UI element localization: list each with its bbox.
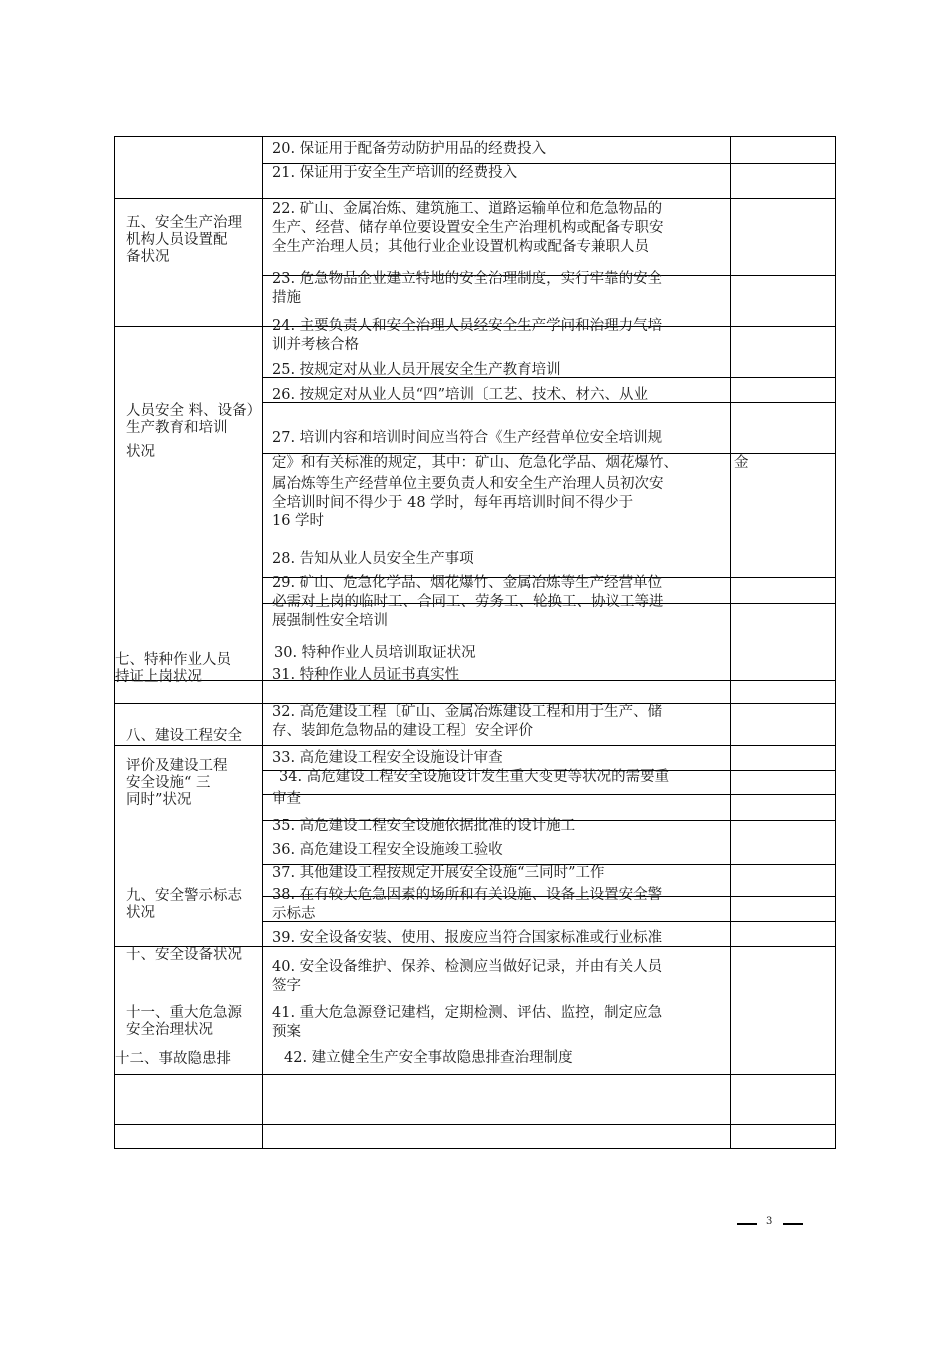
item-26: 26. 按规定对从业人员“四”培训〔工艺、技术、材六、从业: [272, 387, 648, 403]
category-line: 五、安全生产治理: [126, 215, 242, 231]
item-28: 28. 告知从业人员安全生产事项: [272, 551, 474, 567]
item-line: 存、装卸危急物品的建设工程〕安全评价: [272, 723, 533, 739]
category-line: 状况: [126, 444, 155, 460]
category-12: [115, 1051, 231, 1068]
item-30: 30. 特种作业人员培训取证状况: [274, 645, 476, 661]
item-41: [272, 1004, 662, 1042]
row-line: [114, 1074, 836, 1075]
table-column-divider-2: [730, 136, 731, 1149]
item-line: 审查: [272, 791, 301, 807]
item-line: 41. 重大危急源登记建档，定期检测、评估、监控，制定应急: [272, 1005, 663, 1021]
category-5: [126, 215, 242, 266]
item-line: 16 学时: [272, 513, 325, 529]
category-7: [115, 652, 231, 686]
item-line: 属冶炼等生产经营单位主要负责人和安全生产治理人员初次安: [272, 476, 664, 492]
item-line: 训并考核合格: [272, 337, 359, 353]
item-42: 42. 建立健全生产安全事故隐患排查治理制度: [284, 1050, 573, 1066]
item-line: 22. 矿山、金属冶炼、建筑施工、道路运输单位和危急物品的: [272, 201, 663, 217]
category-line: 八、建设工程安全: [126, 728, 242, 744]
item-33: 33. 高危建设工程安全设施设计审查: [272, 750, 503, 766]
page-number: 3: [766, 1216, 773, 1227]
category-line: 安全治理状况: [126, 1022, 213, 1038]
item-line: 措施: [272, 290, 301, 306]
category-10: [126, 947, 242, 964]
item-20: 20. 保证用于配备劳动防护用品的经费投入: [272, 141, 547, 157]
category-line: 十、安全设备状况: [126, 947, 242, 963]
category-11: [126, 1005, 242, 1039]
item-line: 全生产治理人员；其他行业企业设置机构或配备专兼职人员: [272, 239, 649, 255]
item-27-overflow: 金: [734, 455, 749, 471]
table-border-bottom: [114, 1148, 836, 1149]
category-line: 七、特种作业人员: [115, 652, 231, 668]
item-25: 25. 按规定对从业人员开展安全生产教育培训: [272, 362, 561, 378]
item-39: 39. 安全设备安装、使用、报废应当符合国家标准或行业标准: [272, 930, 663, 946]
item-37: 37. 其他建设工程按规定开展安全设施“三同时”工作: [272, 865, 605, 881]
category-line: 安全设施“ 三: [126, 775, 211, 791]
item-32: [272, 703, 662, 741]
category-8: [126, 728, 242, 809]
category-line: 备状况: [126, 249, 170, 265]
page-number-dash-right: [783, 1223, 803, 1225]
category-line: 同时”状况: [126, 792, 192, 808]
item-line: 32. 高危建设工程〔矿山、金属冶炼建设工程和用于生产、储: [272, 704, 663, 720]
item-31: 31. 特种作业人员证书真实性: [272, 667, 460, 683]
item-line: 23. 危急物品企业建立特地的安全治理制度，实行牢靠的安全: [272, 271, 663, 287]
category-line: 评价及建设工程: [126, 758, 228, 774]
category-6: [126, 403, 261, 461]
item-line: 27. 培训内容和培训时间应当符合《生产经营单位安全培训规: [272, 430, 663, 446]
item-line: 24. 主要负责人和安全治理人员经安全生产学问和治理力气培: [272, 318, 663, 334]
page-number-dash-left: [737, 1223, 757, 1225]
category-line: 人员安全 料、设备）: [126, 403, 262, 419]
item-36: 36. 高危建设工程安全设施竣工验收: [272, 842, 503, 858]
item-22: [272, 200, 664, 257]
category-line: 机构人员设置配: [126, 232, 228, 248]
item-21: 21. 保证用于安全生产培训的经费投入: [272, 165, 518, 181]
item-line: 签字: [272, 978, 301, 994]
item-35: 35. 高危建设工程安全设施依据批准的设计施工: [272, 818, 576, 834]
row-line: [114, 198, 836, 199]
table-border-left: [114, 136, 115, 1149]
table-border-right: [835, 136, 836, 1149]
item-line: 展强制性安全培训: [272, 613, 388, 629]
item-34: [272, 768, 669, 809]
item-line: 38. 在有较大危急因素的场所和有关设施、设备上设置安全警: [272, 887, 663, 903]
table-column-divider-1: [262, 136, 263, 1149]
row-line: [114, 1124, 836, 1125]
category-line: 持证上岗状况: [115, 669, 202, 685]
item-line: 34. 高危建设工程安全设施设计发生重大变更等状况的需要重: [279, 769, 670, 785]
item-line: 定》和有关标准的规定，其中：矿山、危急化学品、烟花爆竹、: [272, 455, 678, 471]
table-border-top: [114, 136, 836, 137]
item-40: [272, 958, 662, 996]
item-24: [272, 317, 662, 355]
item-line: 必需对上岗的临时工、合同工、劳务工、轮换工、协议工等进: [272, 594, 664, 610]
item-line: 示标志: [272, 906, 316, 922]
item-line: 全培训时间不得少于 48 学时，每年再培训时间不得少于: [272, 495, 634, 511]
category-line: 十二、事故隐患排: [115, 1051, 231, 1067]
item-38: [272, 886, 662, 924]
item-line: 40. 安全设备维护、保养、检测应当做好记录，并由有关人员: [272, 959, 663, 975]
item-23: [272, 270, 662, 308]
category-line: 状况: [126, 905, 155, 921]
item-line: 预案: [272, 1024, 301, 1040]
item-line: 29. 矿山、危急化学品、烟花爆竹、金属冶炼等生产经营单位: [272, 575, 663, 591]
category-line: 九、安全警示标志: [126, 888, 242, 904]
category-line: 十一、重大危急源: [126, 1005, 242, 1021]
category-line: 生产教育和培训: [126, 420, 228, 436]
item-27: [272, 429, 678, 531]
item-29: [272, 574, 664, 631]
item-line: 生产、经营、储存单位要设置安全生产治理机构或配备专职安: [272, 220, 664, 236]
category-9: [126, 888, 242, 922]
